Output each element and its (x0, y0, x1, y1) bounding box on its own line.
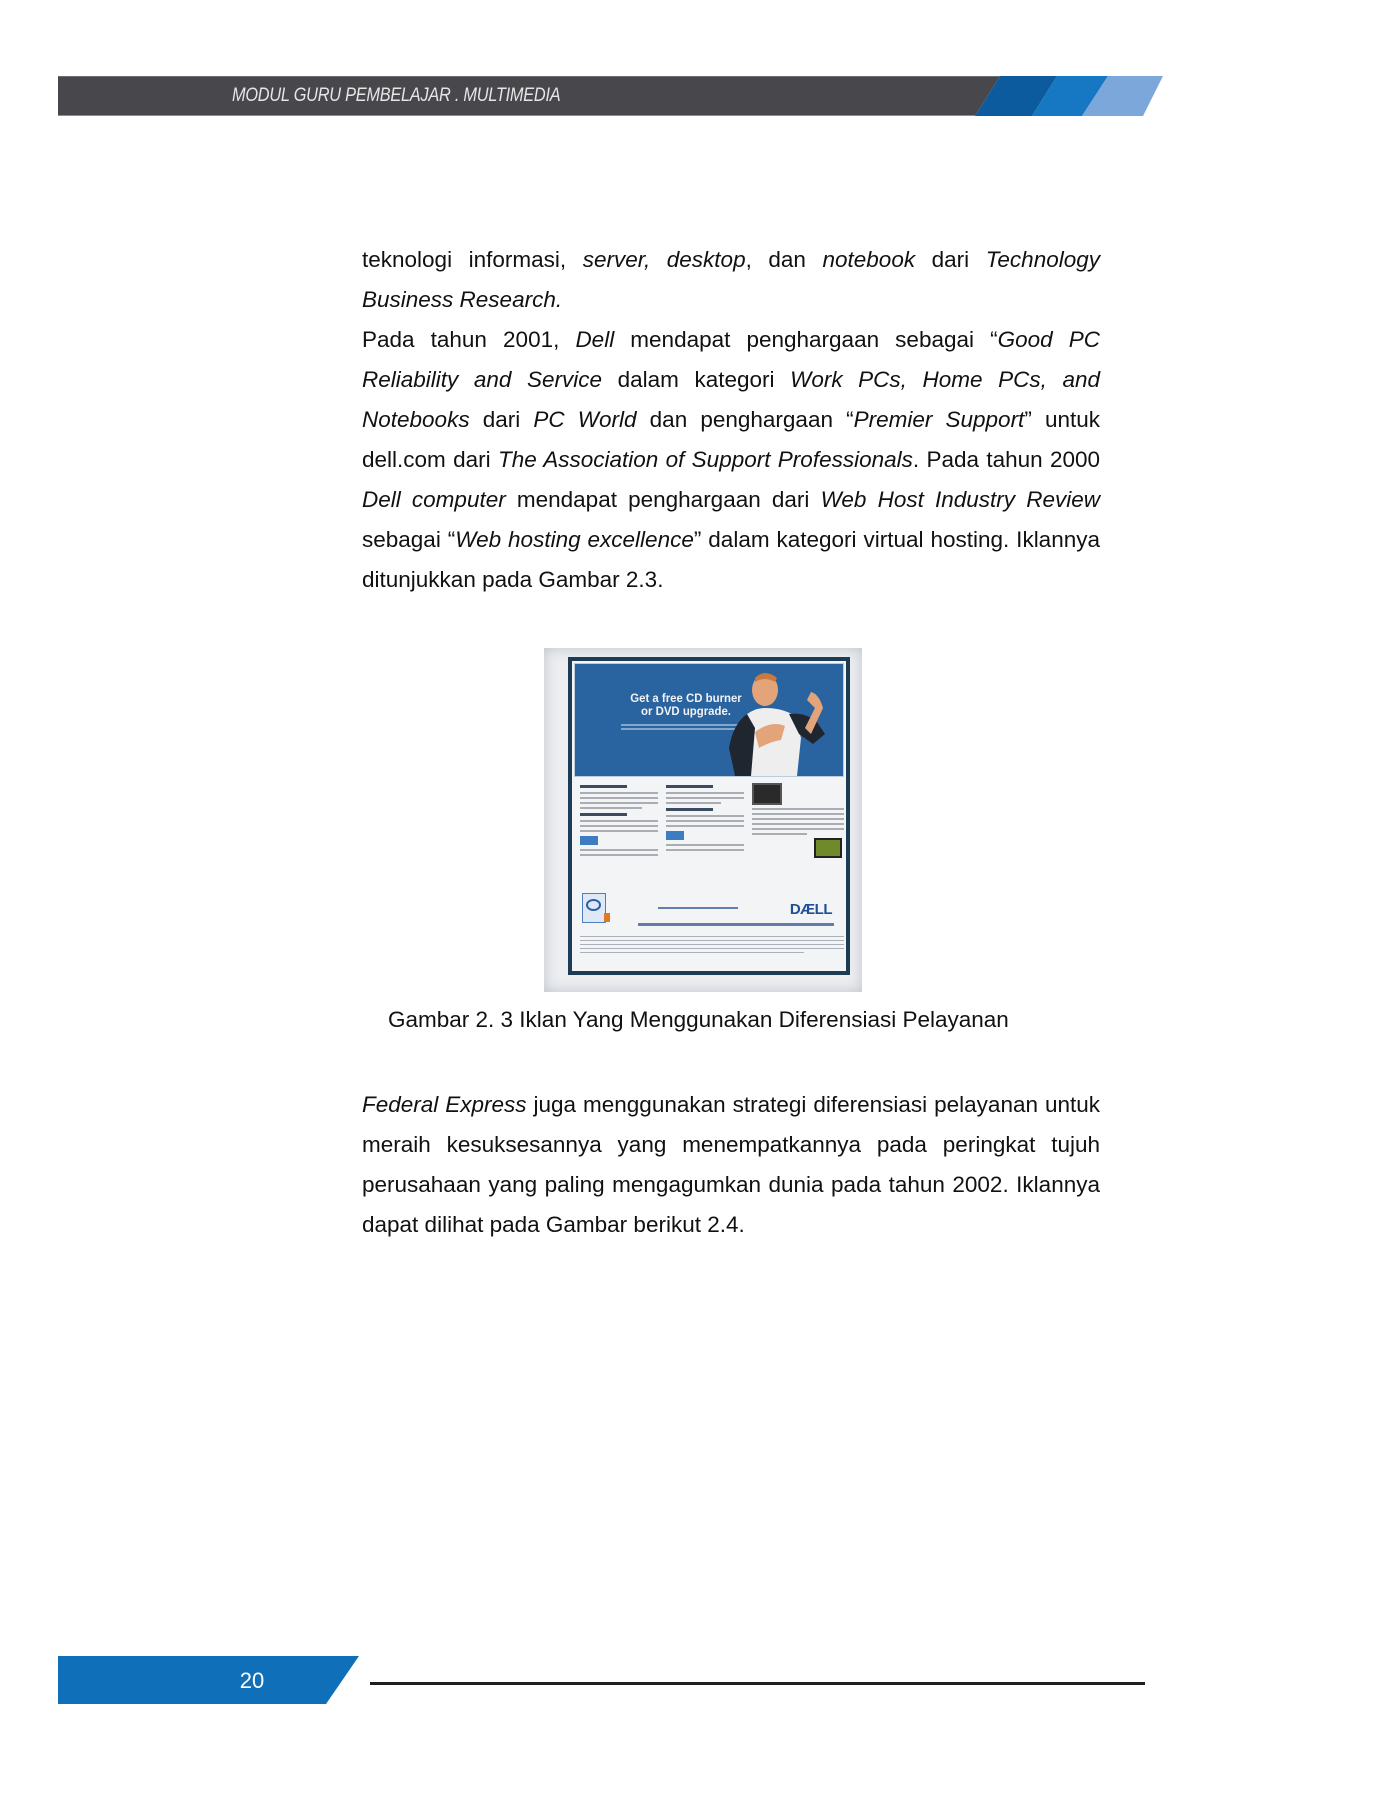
text-run: . Pada tahun 2000 (912, 447, 1100, 472)
text-run: dalam kategori (602, 367, 791, 392)
ad-column-2 (666, 781, 744, 854)
text-run: ” untuk dell.com dari (362, 407, 1100, 472)
figure-caption: Gambar 2. 3 Iklan Yang Menggunakan Diferensiasi Pelayanan (388, 1007, 1009, 1032)
text-run-italic: server, desktop (582, 247, 746, 272)
text-run: sebagai “ (362, 527, 456, 552)
module-title: MODUL GURU PEMBELAJAR . MULTIMEDIA (232, 85, 561, 106)
footer-band-graphic (58, 1656, 378, 1704)
dell-logo: DÆLL (789, 901, 832, 918)
paragraph-dell-awards (362, 320, 1100, 600)
page-footer (58, 1656, 378, 1704)
paragraph-fedex (362, 1085, 1100, 1245)
text-run-italic: notebook (822, 247, 916, 272)
ad-hero-panel (574, 663, 844, 777)
text-run-italic: Work PCs, Home PCs, and Notebooks (362, 367, 1100, 432)
text-run: mendapat penghargaan dari (505, 487, 821, 512)
page-number: 20 (239, 1668, 265, 1693)
running-header (58, 76, 1168, 116)
text-run: dari (469, 407, 534, 432)
text-run: , dan (745, 247, 823, 272)
ad-column-3 (752, 781, 844, 858)
text-run: juga menggunakan strategi diferensiasi pelayanan untuk meraih kesuksesannya yang menempatkannya pada peringkat tujuh perusahaan yang paling mengagumkan dunia pada tahun 2002. Iklannya dapat dilihat pada Gambar berikut 2.4. (362, 1092, 1100, 1237)
body-paragraph-1 (362, 240, 1100, 600)
text-run: dan penghargaan “ (636, 407, 854, 432)
text-run-italic: Web Host Industry Review (820, 487, 1100, 512)
header-band-graphic (58, 76, 1168, 116)
ad-url-line (638, 923, 834, 926)
body-paragraph-2 (362, 1085, 1100, 1245)
ad-tagline (658, 907, 738, 909)
text-run-italic: Good PC Reliability and Service (362, 327, 1100, 392)
ad-body-columns (580, 781, 844, 881)
ad-fine-print (580, 933, 844, 956)
footer-divider (370, 1682, 1145, 1685)
ad-model-photo (725, 668, 835, 776)
ad-column-1 (580, 781, 658, 859)
text-run: ” dalam kategori virtual hosting. Iklannya ditunjukkan pada Gambar 2.3. (362, 527, 1100, 592)
ad-headline-line-2: or DVD upgrade. (641, 704, 731, 718)
paragraph-continuation (362, 240, 1100, 320)
ad-headline-line-1: Get a free CD burner (630, 691, 742, 705)
text-run: teknologi informasi, (362, 247, 583, 272)
ad-scan (568, 657, 850, 975)
text-run-italic: Web hosting excellence (455, 527, 694, 552)
text-run: mendapat penghargaan sebagai “ (614, 327, 998, 352)
text-run-italic: Premier Support (853, 407, 1025, 432)
text-run-italic: Dell computer (362, 487, 506, 512)
figure-dell-advertisement (544, 648, 862, 992)
text-run-italic: PC World (533, 407, 637, 432)
text-run-italic: Federal Express (362, 1092, 527, 1117)
text-run-italic: Dell (575, 327, 615, 352)
text-run: Pada tahun 2001, (362, 327, 576, 352)
intel-inside-logo (582, 893, 606, 923)
text-run-italic: Technology Business Research. (362, 247, 1100, 312)
text-run: dari (915, 247, 986, 272)
text-run-italic: The Association of Support Professionals (497, 447, 913, 472)
